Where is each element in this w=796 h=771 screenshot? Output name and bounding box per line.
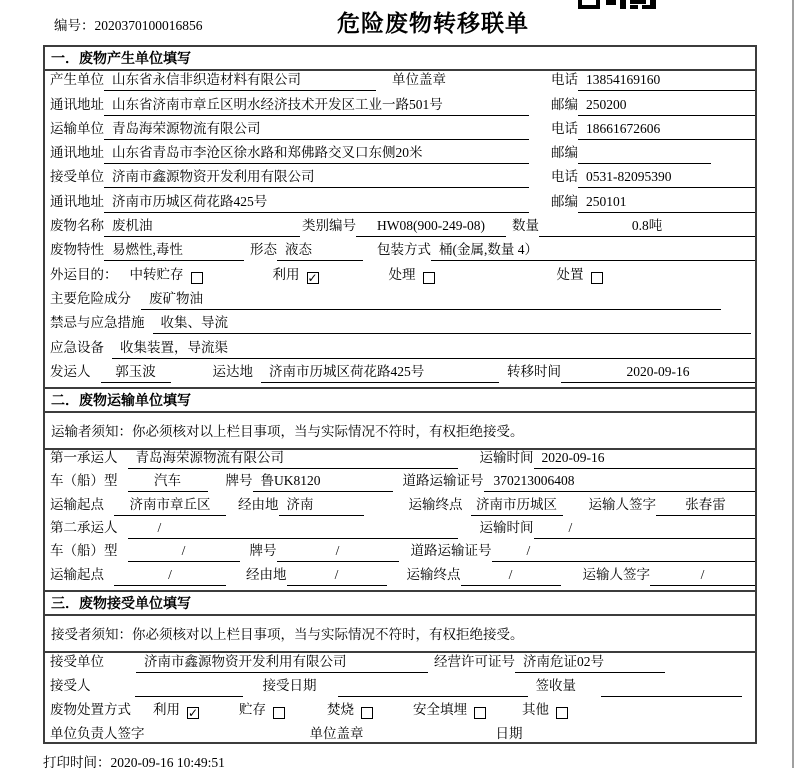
second-transport-time-label: 运输时间: [479, 520, 534, 536]
transporter-phone-value: 18661672606: [578, 121, 755, 140]
emergency-equipment-value: 收集装置，导流渠: [112, 336, 755, 359]
packing-label: 包装方式: [377, 242, 431, 258]
waste-form-label: 形态: [250, 242, 277, 258]
first-route-start-label: 运输起点: [50, 496, 104, 512]
purpose-option-dispose-label: 处置: [556, 266, 584, 282]
page-title: 危险废物转移联单: [337, 11, 529, 36]
waste-code-label: 类别编号: [302, 218, 356, 234]
accept-date-value: [338, 680, 528, 697]
transfer-time-value: 2020-09-16: [561, 364, 755, 383]
hazard-components-label: 主要危险成分: [50, 290, 131, 306]
producer-address-value: 山东省济南市章丘区明水经济技术开发区工业一路501号: [104, 93, 529, 116]
accept-person-label: 接受人: [50, 677, 91, 693]
signed-qty-value: [601, 680, 742, 697]
disposal-utilize-label: 利用: [153, 701, 180, 717]
purpose-option-utilize-label: 利用: [272, 266, 300, 282]
disposal-other-checkbox: [556, 707, 568, 719]
second-route-end-label: 运输终点: [406, 566, 461, 582]
transporter-notice: 运输者须知：你必须核对以上栏目事项，当与实际情况不符时，有权拒绝接受。: [45, 413, 755, 450]
second-carrier-sign-value: /: [650, 567, 755, 586]
first-carrier-sign-value: 张春雷: [656, 493, 755, 516]
producer-value: 山东省永信非织造材料有限公司: [104, 68, 376, 91]
producer-address-label: 通讯地址: [50, 96, 104, 112]
receiver-notice: 接受者须知：你必须核对以上栏目事项，当与实际情况不符时，有权拒绝接受。: [45, 616, 755, 653]
section-producer-header: 一．废物产生单位填写: [45, 47, 755, 71]
first-plate-value: 鲁UK8120: [253, 469, 393, 492]
receiver-zip-label: 邮编: [551, 193, 578, 209]
waste-code-value: HW08(900-249-08): [356, 218, 506, 237]
second-carrier-value: /: [128, 520, 458, 539]
receiver-zip-value: 250101: [578, 194, 755, 213]
first-carrier-sign-label: 运输人签字: [588, 496, 656, 512]
accept-date-label: 接受日期: [262, 677, 317, 693]
first-permit-value: 370213006408: [484, 473, 756, 492]
purpose-option-treat-label: 处理: [388, 266, 416, 282]
disposal-utilize-checkbox: ✓: [188, 706, 199, 719]
unit-seal-label: 单位盖章: [392, 72, 446, 88]
row-second-carrier: [45, 520, 755, 543]
transporter-value: 青岛海荣源物流有限公司: [104, 117, 529, 140]
disposal-incinerate-label: 焚烧: [327, 701, 354, 717]
second-vehicle-type-label: 车（船）型: [50, 543, 118, 559]
row-dispatch: [45, 363, 755, 387]
producer-label: 产生单位: [50, 72, 104, 88]
purpose-option-storage-label: 中转贮存: [129, 266, 184, 282]
dispatcher-label: 发运人: [50, 363, 91, 379]
purpose-dispose-checkbox: [591, 272, 603, 284]
destination-label: 运达地: [212, 363, 253, 379]
first-route-end-value: 济南市历城区: [471, 493, 563, 516]
second-vehicle-type-value: /: [128, 543, 240, 562]
receiver-label: 接受单位: [50, 169, 104, 185]
accept-unit-value: 济南市鑫源物资开发利用有限公司: [136, 650, 428, 673]
row-second-route: [45, 566, 755, 589]
row-first-route: [45, 496, 755, 519]
print-time: [43, 751, 225, 771]
window-edge: [792, 0, 794, 768]
first-route-end-label: 运输终点: [408, 496, 463, 512]
second-route-start-value: /: [114, 567, 226, 586]
transporter-address-label: 通讯地址: [50, 145, 104, 161]
purpose-utilize-checkbox: ✓: [307, 271, 318, 284]
producer-zip-value: 250200: [578, 97, 755, 116]
receiver-value: 济南市鑫源物资开发利用有限公司: [104, 165, 529, 188]
taboo-measures-value: 收集、导流: [153, 311, 752, 334]
second-route-end-value: /: [461, 567, 561, 586]
transporter-zip-label: 邮编: [551, 145, 578, 161]
document-number-label: 编号：: [54, 18, 95, 33]
second-route-via-label: 经由地: [246, 566, 287, 582]
second-carrier-sign-label: 运输人签字: [582, 566, 650, 582]
row-disposal-method: [45, 701, 755, 725]
qr-code-fragment: [578, 0, 656, 10]
responsible-sign-value: [195, 728, 300, 744]
first-transport-time-label: 运输时间: [479, 450, 534, 466]
row-responsible-sign: [45, 725, 755, 744]
transporter-zip-value: [578, 147, 711, 164]
waste-traits-label: 废物特性: [50, 242, 104, 258]
waste-name-value: 废机油: [104, 214, 300, 237]
first-route-via-label: 经由地: [238, 496, 279, 512]
waste-qty-value: 0.8吨: [539, 214, 755, 237]
waste-traits-value: 易燃性,毒性: [104, 238, 244, 261]
receiver-seal-label: 单位盖章: [309, 725, 364, 741]
second-transport-time-value: /: [534, 520, 756, 539]
first-transport-time-value: 2020-09-16: [534, 450, 756, 469]
packing-value: 桶(金属,数量 4）: [431, 238, 755, 261]
section-transporter-header: 二．废物运输单位填写: [45, 387, 755, 413]
destination-value: 济南市历城区荷花路425号: [261, 360, 499, 383]
first-vehicle-type-value: 汽车: [128, 469, 208, 492]
emergency-equipment-label: 应急设备: [50, 339, 104, 355]
first-vehicle-type-label: 车（船）型: [50, 473, 118, 489]
disposal-incinerate-checkbox: [361, 707, 373, 719]
disposal-store-label: 贮存: [239, 701, 266, 717]
document-number-value: 2020370100016856: [94, 18, 203, 33]
responsible-sign-label: 单位负责人签字: [50, 725, 145, 741]
sign-date-label: 日期: [495, 725, 523, 741]
producer-zip-label: 邮编: [551, 96, 578, 112]
hazard-components-value: 废矿物油: [141, 287, 721, 310]
second-permit-label: 道路运输证号: [410, 543, 492, 559]
disposal-landfill-checkbox: [474, 707, 486, 719]
receiver-phone-label: 电话: [551, 169, 578, 185]
signed-qty-label: 签收量: [535, 677, 576, 693]
first-carrier-label: 第一承运人: [50, 450, 118, 466]
transporter-label: 运输单位: [50, 120, 104, 136]
print-time-value: 2020-09-16 10:49:51: [110, 755, 225, 770]
disposal-store-checkbox: [273, 707, 285, 719]
section-receiver-header: 三．废物接受单位填写: [45, 590, 755, 616]
second-route-start-label: 运输起点: [50, 566, 104, 582]
purpose-treat-checkbox: [423, 272, 435, 284]
waste-name-label: 废物名称: [50, 218, 104, 234]
second-permit-value: /: [492, 543, 756, 562]
license-label: 经营许可证号: [434, 653, 515, 669]
transporter-phone-label: 电话: [551, 120, 578, 136]
first-route-start-value: 济南市章丘区: [114, 493, 226, 516]
print-time-label: 打印时间：: [43, 755, 111, 770]
document-number: [54, 14, 203, 34]
transporter-address-value: 山东省青岛市李沧区徐水路和郑佛路交叉口东侧20米: [104, 141, 529, 164]
accept-person-value: [135, 680, 243, 697]
receiver-address-value: 济南市历城区荷花路425号: [104, 190, 529, 213]
first-route-via-value: 济南: [279, 493, 364, 516]
producer-phone-value: 13854169160: [578, 72, 755, 91]
manifest-form: [43, 45, 757, 744]
second-carrier-label: 第二承运人: [50, 520, 118, 536]
purpose-label: 外运目的：: [50, 266, 118, 282]
purpose-storage-checkbox: [191, 272, 203, 284]
section-receiver: [45, 590, 755, 744]
row-accept-unit: [45, 653, 755, 677]
transfer-time-label: 转移时间: [507, 363, 561, 379]
second-route-via-value: /: [287, 567, 387, 586]
waste-form-value: 液态: [277, 238, 363, 261]
disposal-method-label: 废物处置方式: [50, 701, 131, 717]
first-carrier-value: 青岛海荣源物流有限公司: [128, 446, 458, 469]
license-value: 济南危证02号: [515, 650, 665, 673]
first-permit-label: 道路运输证号: [402, 473, 484, 489]
receiver-phone-value: 0531-82095390: [578, 169, 755, 188]
dispatcher-value: 郭玉波: [101, 360, 171, 383]
sign-date-value: [539, 728, 756, 744]
accept-unit-label: 接受单位: [50, 653, 104, 669]
disposal-landfill-label: 安全填埋: [413, 701, 467, 717]
section-producer: [45, 47, 755, 387]
section-transporter: [45, 387, 755, 590]
row-accept-person: [45, 677, 755, 701]
producer-phone-label: 电话: [551, 72, 578, 88]
receiver-address-label: 通讯地址: [50, 193, 104, 209]
second-plate-label: 牌号: [249, 543, 277, 559]
second-plate-value: /: [277, 543, 399, 562]
taboo-measures-label: 禁忌与应急措施: [50, 315, 145, 331]
waste-qty-label: 数量: [512, 218, 539, 234]
first-plate-label: 牌号: [225, 473, 253, 489]
disposal-other-label: 其他: [522, 701, 549, 717]
